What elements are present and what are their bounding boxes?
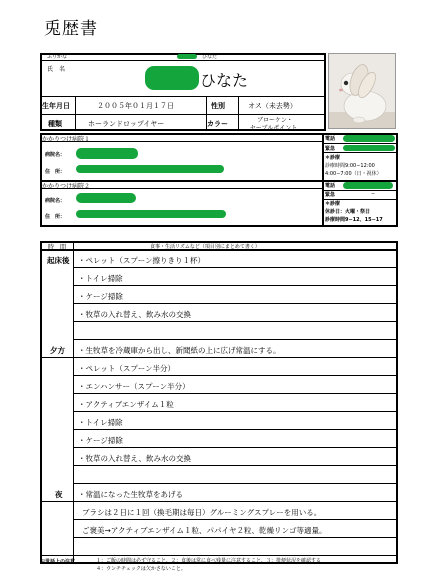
row-divider xyxy=(73,429,398,430)
row-divider xyxy=(40,357,398,358)
divider xyxy=(322,152,398,153)
birth-value: ２００５年０１月１７日 xyxy=(97,102,174,110)
color-value-line2: セーブルポイント xyxy=(250,125,298,132)
schedule-item: ご褒美→アクティブエンザイム１粒、パパイヤ２粒、乾燥リンゴ等適量。 xyxy=(82,526,327,535)
hospital1-phone-label: 電話 xyxy=(325,136,336,142)
privacy-mask xyxy=(76,165,224,173)
schedule-item: ・ペレット（スプーン半分） xyxy=(78,364,176,373)
privacy-mask xyxy=(145,66,199,90)
slot-label-night: 夜 xyxy=(55,490,63,499)
row-divider xyxy=(73,483,398,484)
schedule-item: ・トイレ掃除 xyxy=(78,418,123,427)
col-header-time: 時 間 xyxy=(48,244,67,251)
breed-value: ホーランドロップイヤー xyxy=(88,120,165,128)
hospital2-address-label: 住 所： xyxy=(45,214,66,220)
color-value-line1: ブローケン・ xyxy=(257,117,293,124)
row-divider xyxy=(73,267,398,268)
slot-label-morning: 起床後 xyxy=(47,256,70,265)
privacy-mask xyxy=(76,193,136,203)
hospital1-emergency-label: 緊急 xyxy=(325,146,336,152)
schedule-item: ・牧草の入れ替え、飲み水の交換 xyxy=(78,454,191,463)
divider xyxy=(75,96,76,131)
furigana-label: ふりがな xyxy=(47,54,68,60)
divider xyxy=(73,241,74,564)
row-divider xyxy=(40,501,398,502)
rabbit-photo xyxy=(328,53,396,129)
rabbit-illustration xyxy=(329,54,396,129)
name-label: 氏 名 xyxy=(47,66,66,73)
divider xyxy=(238,96,239,131)
divider xyxy=(40,96,326,97)
hospital2-emergency-value: − xyxy=(371,191,376,197)
schedule-item: ・生牧草を冷蔵庫から出し、新聞紙の上に広げ常温にする。 xyxy=(78,346,281,355)
hospital1-hours-line2: 4:00−7:00（日・祝休） xyxy=(325,171,382,177)
privacy-mask xyxy=(76,210,226,218)
hospital2-header: かかりつけ病院２ xyxy=(42,183,91,190)
name-value: ひなた xyxy=(200,71,249,90)
notes-line2: ４：ウンチチェックは欠かさないこと。 xyxy=(96,566,186,572)
row-divider xyxy=(73,447,398,448)
hospital1-hours-mark: ＊診療 xyxy=(325,155,341,161)
privacy-mask xyxy=(177,54,197,59)
privacy-mask xyxy=(76,148,138,159)
schedule-item: ・ケージ掃除 xyxy=(78,436,123,445)
schedule-item: ・牧草の入れ替え、飲み水の交換 xyxy=(78,310,191,319)
hospital2-hours-mark: ＊診療 xyxy=(325,201,341,207)
col-header-content: 食事・生活リズムなど（項目別にまとめて書く） xyxy=(150,244,260,250)
schedule-item: ・常温になった生牧草をあげる xyxy=(78,490,183,499)
hospital2-emergency-label: 緊急 xyxy=(325,192,336,198)
schedule-item: ・トイレ掃除 xyxy=(78,274,123,283)
divider xyxy=(322,143,398,144)
divider xyxy=(322,133,324,227)
row-divider xyxy=(73,465,398,466)
hospital2-hours: 診療時間9−12、15−17 xyxy=(325,217,383,223)
row-divider xyxy=(73,411,398,412)
hospital2-closed-days: 休診日：火曜・祭日 xyxy=(325,209,371,215)
row-divider xyxy=(73,321,398,322)
row-divider xyxy=(73,339,398,340)
hospital2-name-label: 病院名： xyxy=(45,198,66,204)
hospital1-name-label: 病院名： xyxy=(45,152,66,158)
sex-value: オス（未去勢） xyxy=(248,102,297,110)
schedule-item: ・ケージ掃除 xyxy=(78,292,123,301)
privacy-mask xyxy=(343,182,393,189)
schedule-item: ・エンハンサー（スプーン半分） xyxy=(78,382,190,391)
color-label: カラー xyxy=(207,120,228,128)
notes-label: お世話上の注意 xyxy=(40,559,76,565)
row-divider xyxy=(40,555,398,556)
hospital2-phone-label: 電話 xyxy=(325,183,336,189)
hospital1-address-label: 住 所： xyxy=(45,169,66,175)
hospital1-header: かかりつけ病院１ xyxy=(42,136,91,143)
row-divider xyxy=(73,519,398,520)
furigana-value: ひなた xyxy=(202,54,218,60)
breed-label: 種類 xyxy=(48,120,62,128)
document-title: 兎歴書 xyxy=(44,19,98,39)
notes-line1: １：ご飯の時間は必ず守ること、２：食後は常に食べ残量に注意すること、３：排便状況を確認する xyxy=(96,558,322,564)
row-divider xyxy=(73,537,398,538)
slot-label-evening: 夕方 xyxy=(50,346,65,355)
row-divider xyxy=(73,375,398,376)
schedule-item: ・アクティブエンザイム１粒 xyxy=(78,400,174,409)
sex-label: 性別 xyxy=(211,102,225,110)
row-divider xyxy=(73,393,398,394)
birth-label: 生年月日 xyxy=(42,102,70,110)
hospital1-hours: 診療時間9:00−12:00 xyxy=(325,163,375,169)
privacy-mask xyxy=(343,135,395,142)
schedule-item: ・ペレット（スプーン擦りきり１杯） xyxy=(78,256,206,265)
row-divider xyxy=(73,303,398,304)
row-divider xyxy=(73,285,398,286)
divider xyxy=(40,60,326,61)
privacy-mask xyxy=(343,145,395,151)
schedule-item: ブラシは２日に１回（換毛期は毎日）グルーミングスプレーを用いる。 xyxy=(82,508,322,517)
